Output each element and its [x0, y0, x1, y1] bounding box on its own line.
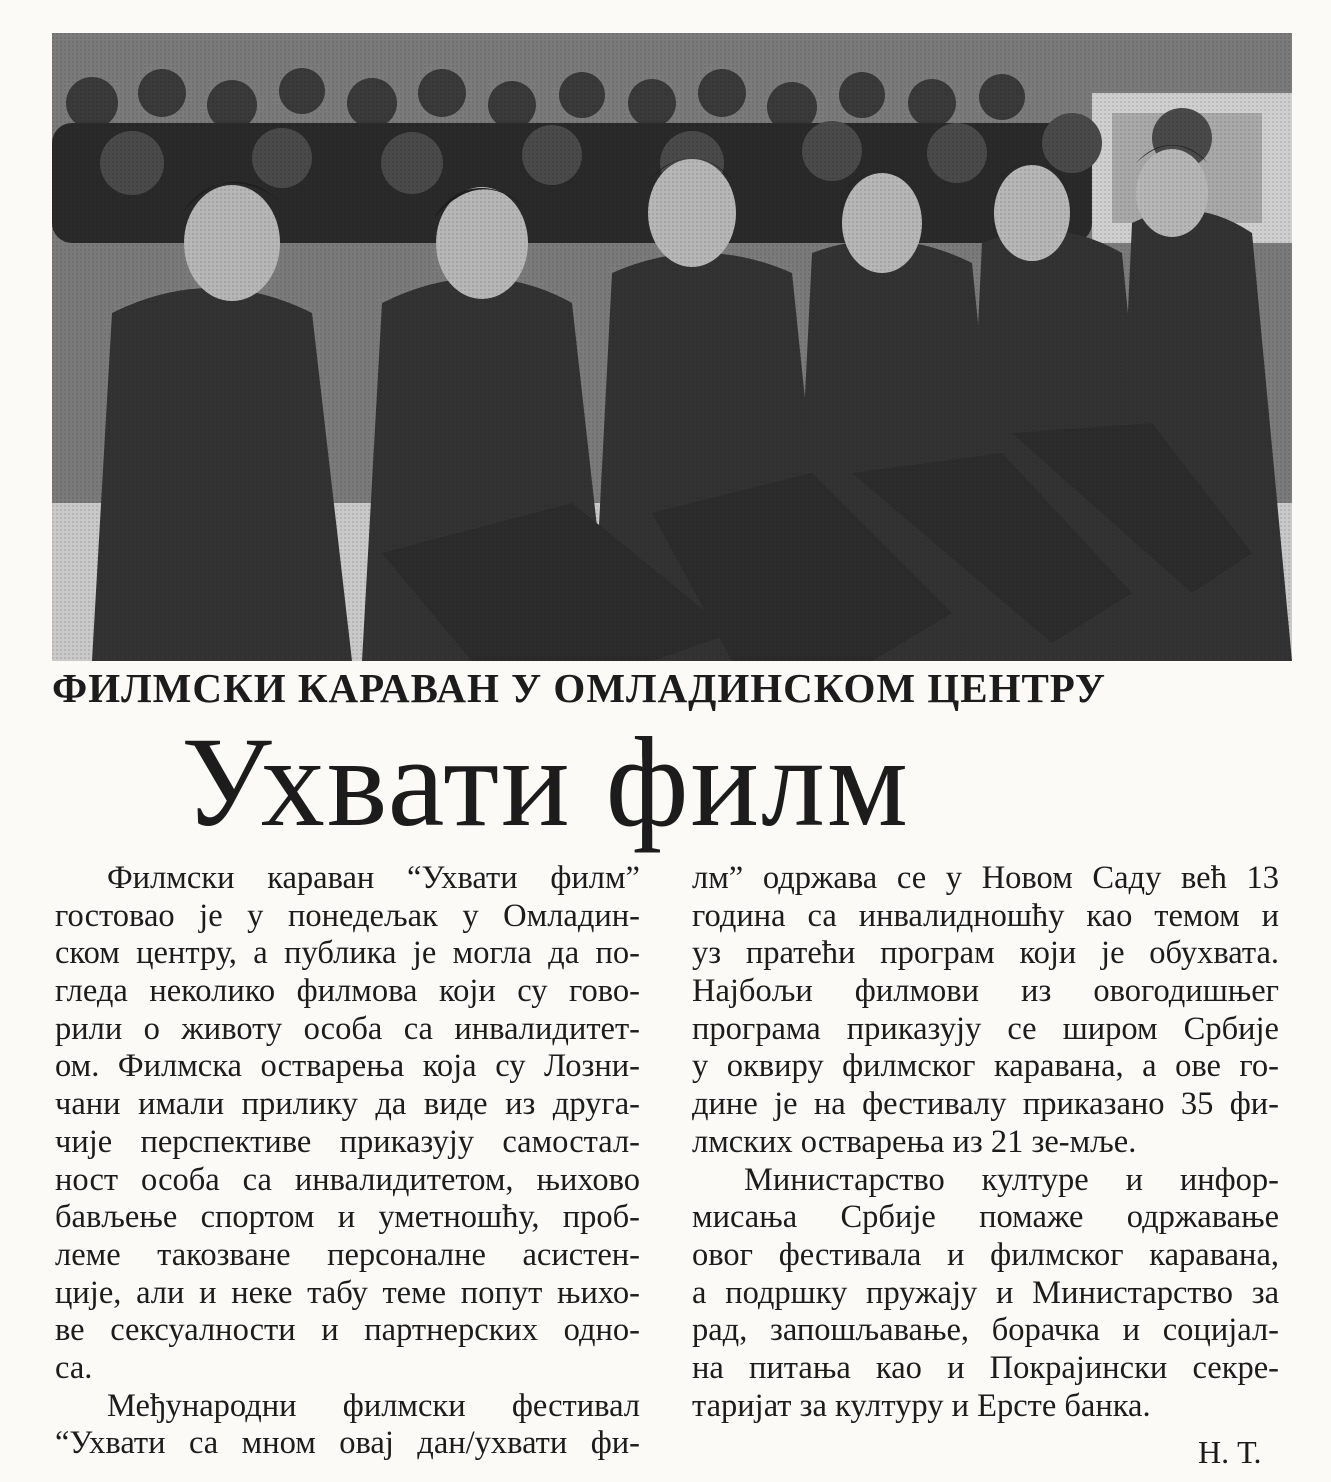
article-column-right [692, 860, 1279, 1425]
paragraph-line: уз пратећи програм који је обухвата. [692, 935, 1279, 972]
paragraph-line: Министарство културе и инфор- [744, 1161, 1279, 1198]
paragraph-line: леме такозване персоналне асистен- [55, 1236, 640, 1273]
paragraph-line: мисања Србије помаже одржавање [692, 1199, 1279, 1236]
article-kicker: ФИЛМСКИ КАРАВАН У ОМЛАДИНСКОМ ЦЕНТРУ [52, 665, 1106, 711]
paragraph-line: бављење спортом и уметношћу, проб- [55, 1199, 640, 1236]
paragraph-line: ције, али и неке табу теме попут њихо- [55, 1274, 640, 1311]
photo-of-audience-icon [52, 33, 1292, 661]
paragraph-line: гледа неколико филмова који су гово- [55, 973, 640, 1010]
paragraph-line: рили о животу особа са инвалидитет- [55, 1010, 640, 1047]
paragraph-line: ве сексуалности и партнерских одно- [55, 1312, 640, 1349]
author-signature: Н. Т. [1198, 1434, 1262, 1470]
paragraph-line: у оквиру филмског каравана, а ове го- [692, 1048, 1279, 1085]
paragraph-line: на питања као и Покрајински секре- [692, 1349, 1279, 1386]
paragraph-line: рад, запошљавање, борачка и социјал- [692, 1312, 1279, 1349]
paragraph-line: таријат за културу и Ерсте банка. [692, 1387, 1151, 1424]
paragraph-line: ом. Филмска остварења која су Лозни- [55, 1048, 640, 1085]
paragraph-line: са. [55, 1349, 93, 1386]
paragraph-line: гостовао је у понедељак у Омладин- [55, 897, 640, 934]
paragraph-line: Најбољи филмови из овогодишњег [692, 973, 1279, 1010]
paragraph-line: лм” одржава се у Новом Саду већ 13 [692, 860, 1279, 896]
article-photo [52, 33, 1292, 661]
paragraph-line: програма приказују се широм Србије [692, 1010, 1279, 1047]
paragraph-line: “Ухвати са мном овај дан/ухвати фи- [55, 1425, 640, 1462]
paragraph-line: лмских остварења из 21 зе-мље. [692, 1123, 1137, 1160]
paragraph-line: а подршку пружају и Министарство за [692, 1274, 1279, 1311]
paragraph-line: ском центру, а публика је могла да по- [55, 935, 640, 972]
paragraph-line: дине је на фестивалу приказано 35 фи- [692, 1086, 1279, 1123]
paragraph-line: Филмски караван “Ухвати филм” [107, 860, 640, 896]
paragraph-line: година са инвалидношћу као темом и [692, 897, 1279, 934]
article-headline: Ухвати филм [181, 711, 910, 853]
article-column-left [55, 860, 640, 1463]
paragraph-line: овог фестивала и филмског каравана, [692, 1236, 1279, 1273]
paragraph-line: Међународни филмски фестивал [107, 1387, 640, 1424]
paragraph-line: ност особа са инвалидитетом, њихово [55, 1161, 640, 1198]
paragraph-line: чани имали прилику да виде из друга- [55, 1086, 640, 1123]
paragraph-line: чије перспективе приказују самостал- [55, 1123, 640, 1160]
